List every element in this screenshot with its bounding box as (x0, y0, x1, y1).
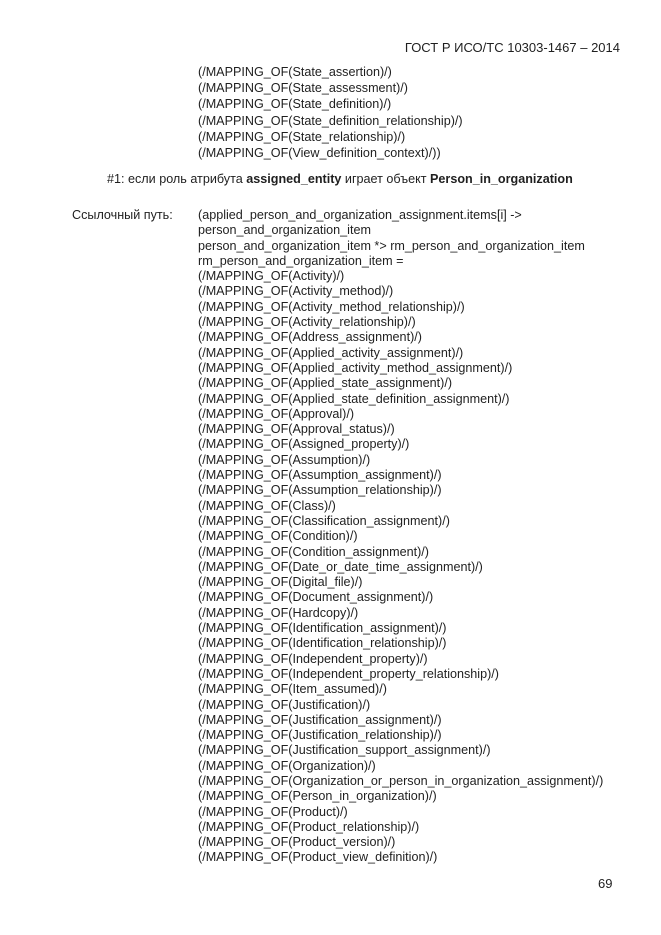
reference-path-line: (/MAPPING_OF(Approval)/) (198, 406, 355, 421)
reference-path-line: person_and_organization_item (198, 223, 371, 238)
mapping-line: (/MAPPING_OF(View_definition_context)/)) (198, 146, 441, 161)
case-note-prefix: #1: если роль атрибута (107, 172, 247, 186)
mapping-line: (/MAPPING_OF(State_relationship)/) (198, 129, 406, 144)
reference-path-line: (/MAPPING_OF(Justification_assignment)/) (198, 712, 442, 727)
reference-path-line: (/MAPPING_OF(Condition_assignment)/) (198, 544, 429, 559)
page-number: 69 (598, 876, 613, 891)
reference-path-line: (applied_person_and_organization_assignment.items[i] -> (198, 208, 522, 222)
case-note-attribute: assigned_entity (246, 172, 342, 186)
mapping-line: (/MAPPING_OF(State_assertion)/) (198, 65, 392, 79)
reference-path-line: (/MAPPING_OF(Identification_relationship)/) (198, 636, 447, 651)
reference-path-line: (/MAPPING_OF(Activity)/) (198, 269, 345, 284)
reference-path-line: (/MAPPING_OF(Assumption_assignment)/) (198, 468, 442, 483)
reference-path-line: rm_person_and_organization_item = (198, 253, 404, 268)
reference-path-line: (/MAPPING_OF(Hardcopy)/) (198, 605, 359, 620)
reference-path-line: (/MAPPING_OF(Condition)/) (198, 529, 358, 544)
reference-path-line: (/MAPPING_OF(Product_version)/) (198, 835, 396, 850)
reference-path-line: (/MAPPING_OF(Activity_method_relationship)/) (198, 299, 465, 314)
reference-path-line: (/MAPPING_OF(Justification)/) (198, 697, 371, 712)
reference-path-line: (/MAPPING_OF(Approval_status)/) (198, 422, 395, 437)
reference-path-line: (/MAPPING_OF(Applied_state_definition_assignment)/) (198, 391, 510, 406)
reference-path-line: (/MAPPING_OF(Person_in_organization)/) (198, 789, 437, 804)
reference-path-line: (/MAPPING_OF(Item_assumed)/) (198, 682, 387, 697)
mapping-line: (/MAPPING_OF(State_assessment)/) (198, 81, 408, 96)
mapping-line: (/MAPPING_OF(State_definition)/) (198, 97, 392, 112)
reference-path-line: (/MAPPING_OF(Organization)/) (198, 758, 376, 773)
reference-path-line: (/MAPPING_OF(Date_or_date_time_assignment)/) (198, 559, 483, 574)
reference-path-line: (/MAPPING_OF(Class)/) (198, 498, 336, 513)
reference-path-line: (/MAPPING_OF(Applied_activity_assignment)/) (198, 345, 464, 360)
reference-path-label: Ссылочный путь: (72, 208, 173, 222)
case-note-object: Person_in_organization (430, 172, 573, 186)
mapping-continuation-block (198, 64, 463, 161)
reference-path-line: (/MAPPING_OF(Product)/) (198, 804, 348, 819)
reference-path-line: (/MAPPING_OF(Independent_property)/) (198, 651, 428, 666)
reference-path-line: (/MAPPING_OF(Assigned_property)/) (198, 437, 410, 452)
reference-path-block (198, 208, 603, 866)
reference-path-line: (/MAPPING_OF(Activity_method)/) (198, 284, 394, 299)
case-note-middle: играет объект (341, 172, 431, 186)
reference-path-line: (/MAPPING_OF(Activity_relationship)/) (198, 315, 416, 330)
running-header: ГОСТ Р ИСО/ТС 10303-1467 – 2014 (404, 40, 620, 55)
reference-path-line: (/MAPPING_OF(Justification_support_assignment)/) (198, 743, 491, 758)
reference-path-line: (/MAPPING_OF(Product_relationship)/) (198, 819, 420, 834)
reference-path-line: (/MAPPING_OF(Independent_property_relationship)/) (198, 666, 499, 681)
reference-path-line: (/MAPPING_OF(Organization_or_person_in_organization_assignment)/) (198, 773, 604, 788)
reference-path-line: (/MAPPING_OF(Product_view_definition)/) (198, 850, 438, 865)
reference-path-line: (/MAPPING_OF(Applied_state_assignment)/) (198, 376, 453, 391)
reference-path-line: (/MAPPING_OF(Assumption)/) (198, 452, 371, 467)
reference-path-line: (/MAPPING_OF(Digital_file)/) (198, 575, 363, 590)
reference-path-line: (/MAPPING_OF(Classification_assignment)/) (198, 513, 450, 528)
reference-path-line: (/MAPPING_OF(Identification_assignment)/) (198, 621, 447, 636)
reference-path-line: (/MAPPING_OF(Document_assignment)/) (198, 590, 434, 605)
reference-path-line: (/MAPPING_OF(Justification_relationship)/) (198, 728, 442, 743)
mapping-line: (/MAPPING_OF(State_definition_relationship)/) (198, 113, 463, 128)
reference-path-line: (/MAPPING_OF(Address_assignment)/) (198, 330, 422, 345)
case-note (107, 172, 573, 187)
reference-path-line: person_and_organization_item *> rm_person_and_organization_item (198, 238, 585, 253)
reference-path-line: (/MAPPING_OF(Assumption_relationship)/) (198, 483, 442, 498)
reference-path-line: (/MAPPING_OF(Applied_activity_method_assignment)/) (198, 360, 513, 375)
